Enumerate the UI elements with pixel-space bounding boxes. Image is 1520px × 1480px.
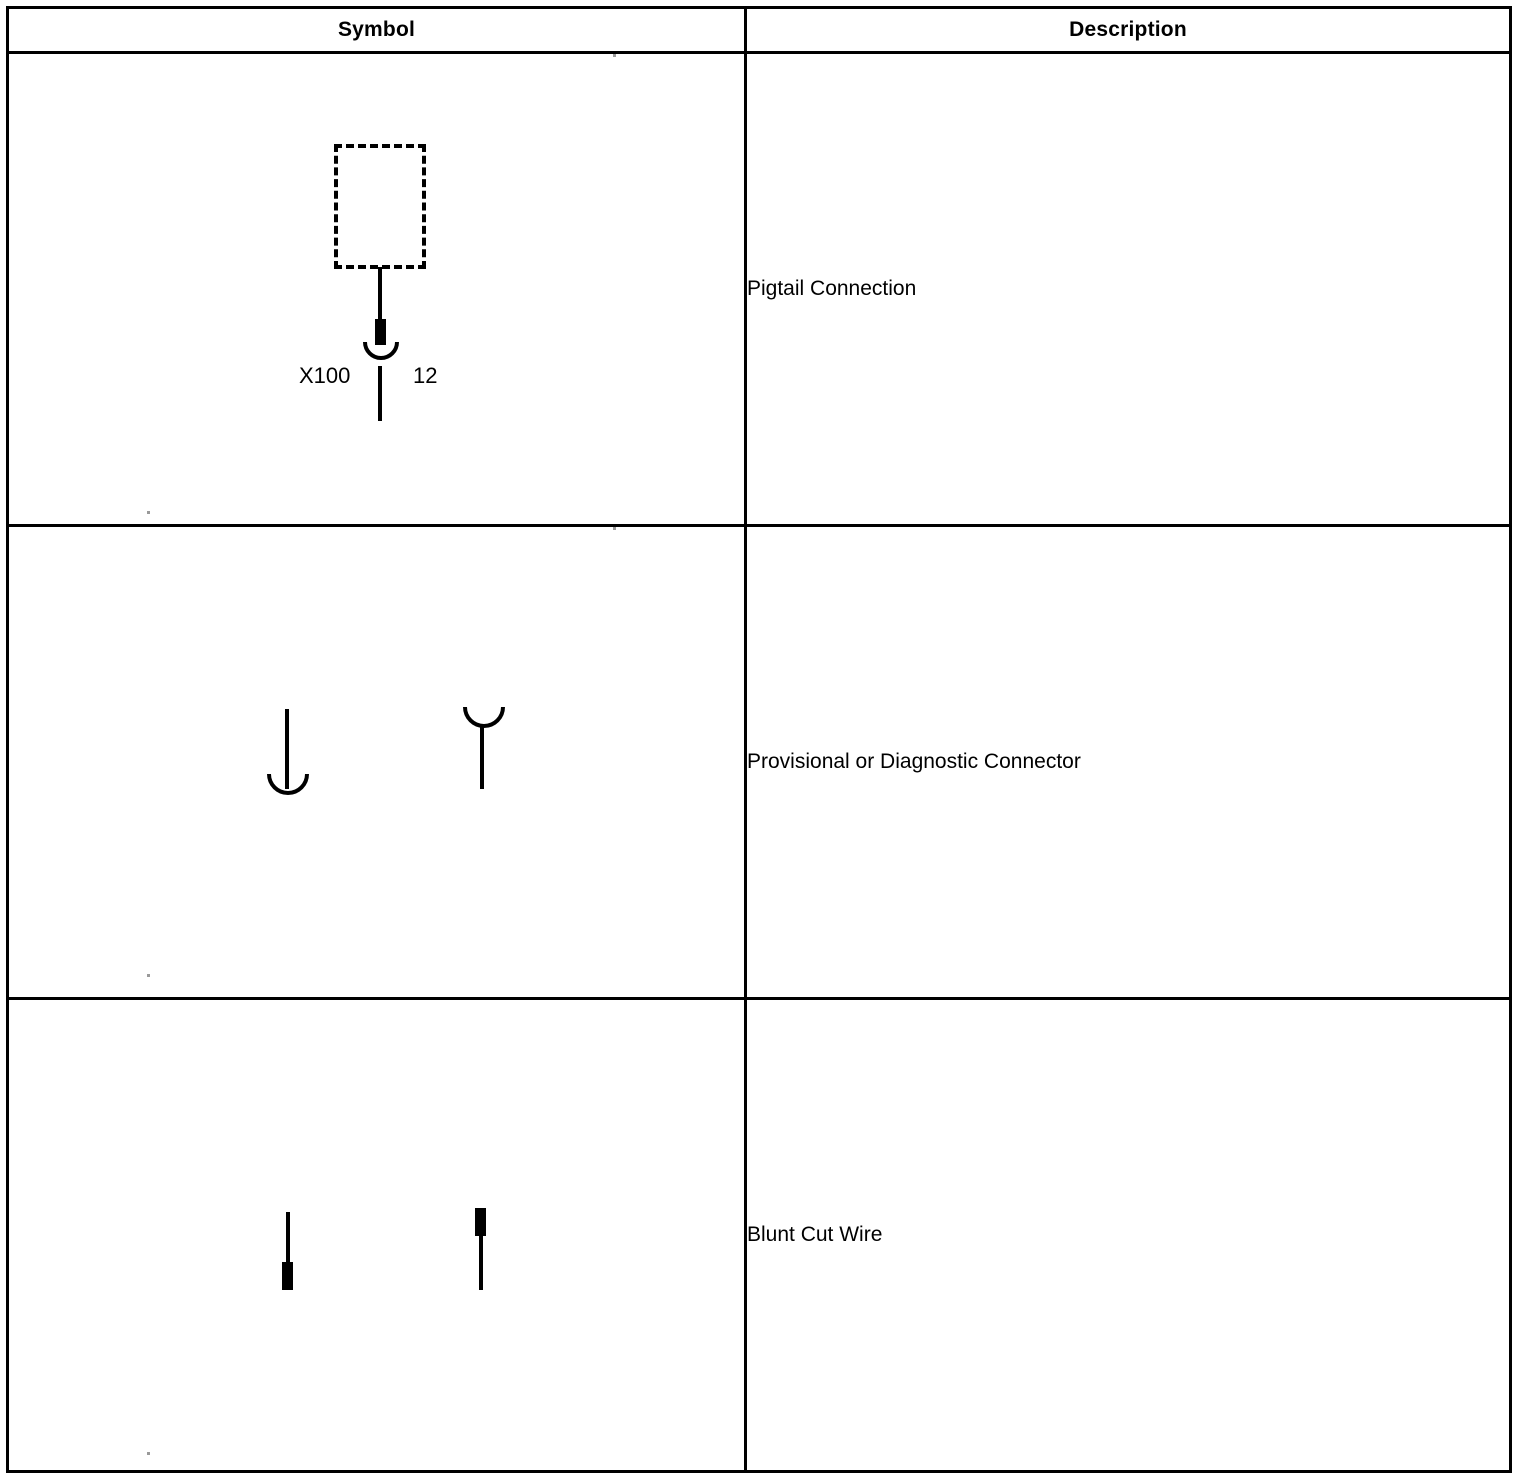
symbol-legend-table <box>6 6 1512 1473</box>
description-cell-pigtail-connection <box>746 53 1511 526</box>
cup-open-up-icon <box>265 770 311 806</box>
scan-speck <box>147 511 150 514</box>
blunt-cut-wire-symbol <box>9 1000 744 1470</box>
scan-speck <box>147 974 150 977</box>
description-text: Pigtail Connection <box>747 277 917 301</box>
wire-right <box>479 1230 483 1290</box>
description-text: Blunt Cut Wire <box>747 1223 883 1247</box>
description-cell-provisional-diagnostic-connector <box>746 526 1511 999</box>
provisional-diagnostic-connector-symbol <box>9 527 744 997</box>
cup-open-up-icon <box>461 703 507 739</box>
pin-number-label: 12 <box>413 363 438 388</box>
blunt-end-bottom-icon <box>282 1262 293 1290</box>
connector-id-label: X100 <box>299 363 351 388</box>
scan-speck <box>613 527 616 530</box>
table-header-row <box>8 8 1511 53</box>
description-text: Provisional or Diagnostic Connector <box>747 750 1081 774</box>
symbol-cell-provisional-diagnostic-connector <box>8 526 746 999</box>
symbol-cell-blunt-cut-wire <box>8 999 746 1472</box>
column-header-symbol: Symbol <box>8 8 746 53</box>
description-cell-blunt-cut-wire <box>746 999 1511 1472</box>
table-row <box>8 999 1511 1472</box>
pigtail-connection-symbol <box>9 54 744 524</box>
scan-speck <box>613 54 616 57</box>
scan-speck <box>147 1452 150 1455</box>
table-row <box>8 53 1511 526</box>
dashed-box-icon <box>334 144 426 269</box>
wire-right <box>480 727 484 789</box>
vertical-wire-lower <box>378 366 382 421</box>
table-row <box>8 526 1511 999</box>
column-header-description: Description <box>746 8 1511 53</box>
symbol-cell-pigtail-connection <box>8 53 746 526</box>
